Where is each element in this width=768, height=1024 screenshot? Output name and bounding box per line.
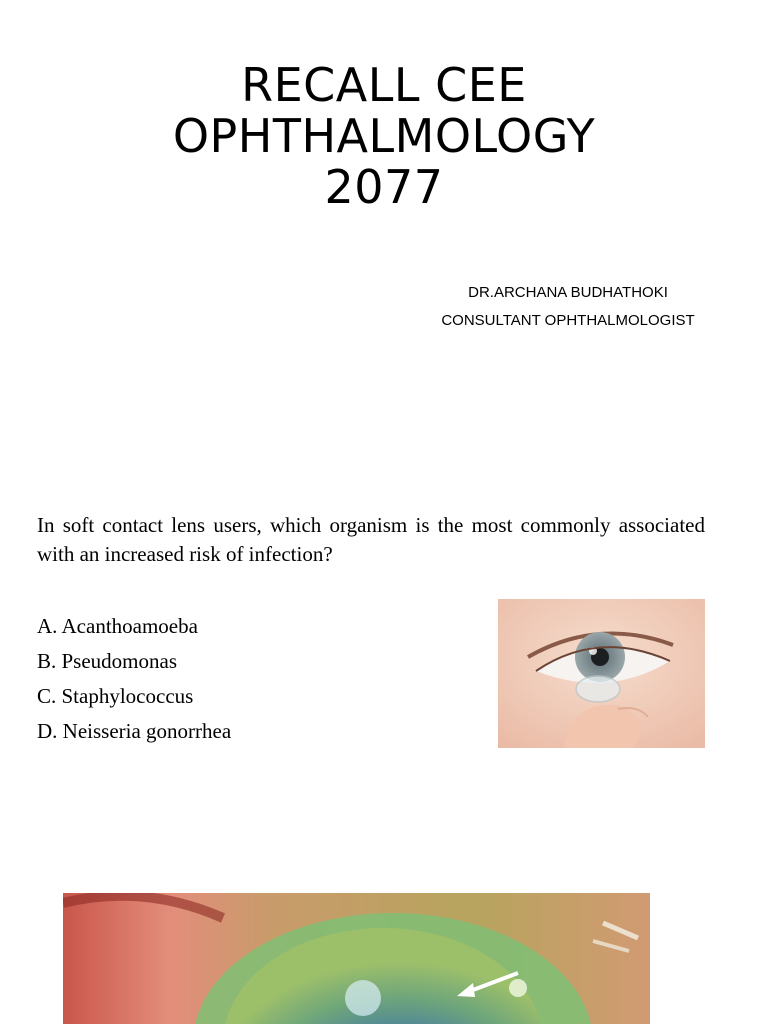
author-name: DR.ARCHANA BUDHATHOKI	[468, 284, 668, 301]
option-a: A. Acanthoamoeba	[37, 614, 198, 638]
title-line-2: OPHTHALMOLOGY	[172, 109, 596, 163]
eye-with-contact-lens-icon	[498, 599, 705, 748]
author-role: CONSULTANT OPHTHALMOLOGIST	[441, 312, 695, 329]
slide-title	[0, 60, 768, 213]
option-b: B. Pseudomonas	[37, 649, 178, 673]
answer-options	[37, 609, 457, 749]
title-line-3: 2077	[324, 160, 444, 214]
option-d: D. Neisseria gonorrhea	[37, 719, 232, 743]
option-c: C. Staphylococcus	[37, 684, 194, 708]
author-block	[420, 279, 716, 335]
question-text: In soft contact lens users, which organism is the most commonly associated with an increased risk of infection?	[37, 513, 705, 566]
corneal-ulcer-eye-icon	[63, 893, 650, 1024]
title-line-1: RECALL CEE	[241, 58, 527, 112]
